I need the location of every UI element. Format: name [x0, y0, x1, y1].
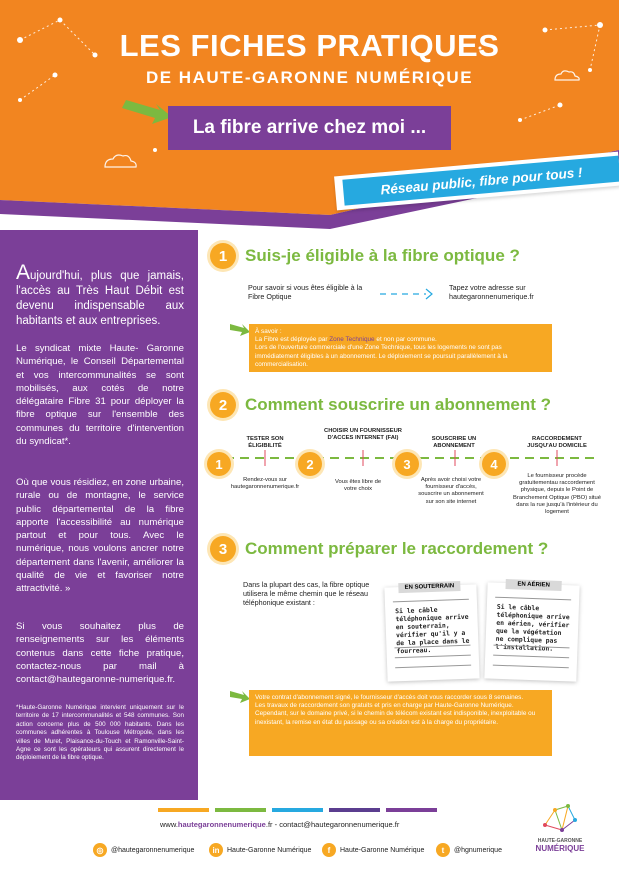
step2-circle: 2	[298, 452, 322, 476]
instagram-handle: @hautegaronnenumerique	[111, 846, 195, 854]
step1-title: TESTER SON ÉLIGIBILITÉ	[246, 436, 284, 450]
twitter-handle: @hgnumerique	[454, 846, 502, 854]
sidebar-paragraph-2: Le syndicat mixte Haute- Garonne Numérique, le Conseil Départemental et vos intercommunalités se sont mobilisés, aux cotés de notre délégataire Fibre 31 pour déployer la fibre optique sur l'ensemble des communes du territoire d'intervention du syndicat*.	[16, 343, 184, 448]
sidebar-footnote: *Haute-Garonne Numérique intervient uniquement sur le territoire de 17 intercommunalités et 548 communes. Son action concerne plus de 500 000 habitants. Dans les communes adhérentes à Toulouse Métropole, dans les villes de Muret, Plaisance-du-Touch et Ramonville-Saint-Agne ce sont les opérateurs qui assurent directement le déploiement de la fibre optique.	[16, 704, 184, 762]
eligibility-arrow	[378, 284, 438, 304]
card-underground	[384, 584, 479, 681]
hgn-logo-icon	[540, 800, 580, 836]
footer-bar-orange	[158, 808, 209, 812]
main-subtitle: DE HAUTE-GARONNE NUMÉRIQUE	[145, 68, 474, 87]
step3-circle: 3	[395, 452, 419, 476]
card-aerial	[484, 582, 579, 681]
step3-title: SOUSCRIRE UN ABONNEMENT	[431, 436, 477, 450]
card-underground-tab: EN SOUTERRAIN	[398, 581, 460, 593]
step2-desc: Vous êtes libre de votre choix	[334, 479, 382, 493]
footer-bar-green	[215, 808, 266, 812]
sidebar-paragraph-4: Si vous souhaitez plus de renseignements sur les éléments contenus dans cette fiche pratique, contactez-nous par mail à contact@hautegaronne-numerique.fr.	[16, 621, 184, 686]
footer-bar-purple	[329, 808, 380, 812]
section1-number: 1	[210, 243, 236, 269]
linkedin-name: Haute-Garonne Numérique	[227, 846, 312, 854]
fibre-banner: La fibre arrive chez moi ...	[168, 106, 451, 150]
card-aerial-text: Si le câble téléphonique arrive en aérien, vérifier que la végétation ne complique pas l'installation.	[495, 602, 570, 654]
info-box-label: À savoir :	[255, 328, 282, 335]
web-suffix: .fr - contact@hautegaronnenumerique.fr	[265, 820, 400, 829]
step2-title: CHOISIR UN FOURNISSEUR D'ACCES INTERNET (FAI)	[324, 428, 402, 442]
facebook-icon: f	[322, 843, 336, 857]
step4-circle: 4	[482, 452, 506, 476]
step4-desc: Le fournisseur procède gratuitementau raccordement physique, depuis le Point de Branchement Optique (PBO) situé dans la rue jusqu'à l'intérieur du logement	[513, 473, 601, 516]
card-aerial-tab: EN AÉRIEN	[505, 579, 561, 591]
instagram-link[interactable]	[93, 843, 194, 857]
footer-bar-violet	[386, 808, 437, 812]
twitter-icon: t	[436, 843, 450, 857]
web-prefix: www.	[160, 820, 178, 829]
sidebar-paragraph-3: Où que vous résidiez, en zone urbaine, rurale ou de montagne, le service public départemental de la fibre apporte l'accessibilité au numérique partout et pour tous. Avec le numérique, nous voulons ancrer notre département dans l'avenir, améliorer la qualité de vie et favoriser notre attractivité. »	[16, 477, 184, 595]
slogan-text: Réseau public, fibre pour tous !	[342, 156, 619, 206]
section3-box-p1: Les travaux de raccordement son gratuits et pris en charge par Haute-Garonne Numérique.	[255, 702, 514, 710]
logo-line1: HAUTE-GARONNE	[537, 838, 583, 844]
sidebar-intro-text: ujourd'hui, plus que jamais, l'accès au Très Haut Débit est devenu indispensable aux habitants et aux entreprises.	[16, 270, 184, 327]
dropcap: A	[16, 261, 31, 284]
eligibility-right-text: Tapez votre adresse sur hautegaronnenumerique.fr	[449, 283, 534, 302]
section3-box-p2: Cependant, sur le domaine privé, si le chemin de télécom existant est indisponible, inexploitable ou inexistant, la remise en état du passage ou sa création est à la charge du propriétaire.	[255, 710, 536, 726]
linkedin-icon: in	[209, 843, 223, 857]
section2-number: 2	[210, 392, 236, 418]
header	[0, 0, 619, 230]
step1-circle: 1	[207, 452, 231, 476]
section3-intro: Dans la plupart des cas, la fibre optique utilisera le même chemin que le réseau téléphonique existant :	[243, 580, 370, 608]
zone-technique-highlight: Zone Technique	[329, 336, 375, 344]
section3-number: 3	[210, 536, 236, 562]
section1-info-box	[249, 324, 552, 372]
facebook-name: Haute-Garonne Numérique	[340, 846, 425, 854]
step3-desc: Après avoir choisi votre fournisseur d'accès, souscrire un abonnement sur son site internet	[418, 477, 484, 505]
sidebar-intro	[16, 261, 184, 329]
section3-title: Comment préparer le raccordement ?	[245, 539, 549, 558]
main-title: LES FICHES PRATIQUES	[119, 28, 500, 63]
section3-box-lead: Votre contrat d'abonnement signé, le fournisseur d'accès doit vous raccorder sous 8 semaines.	[255, 694, 524, 701]
footer-web-contact[interactable]	[160, 820, 399, 829]
twitter-link[interactable]	[436, 843, 502, 857]
step4-title: RACCORDEMENT JUSQU'AU DOMICILE	[527, 436, 587, 450]
logo-line2: NUMÉRIQUE	[535, 844, 585, 853]
web-domain: hautegaronnenumerique	[177, 820, 266, 829]
section1-title: Suis-je éligible à la fibre optique ?	[245, 246, 520, 265]
footer-bar-blue	[272, 808, 323, 812]
step1-desc: Rendez-vous sur hautegaronnenumerique.fr	[230, 477, 300, 491]
info-box-text-c: Lors de l'ouverture commerciale d'une Zone Technique, tous les logements ne sont pas immédiatement éligibles à un abonnement. Le déploiement se poursuit parallèlement à la commercialisation.	[255, 344, 508, 368]
section3-info-box	[249, 690, 552, 756]
info-box-text-a: La Fibre est déployée par	[255, 336, 330, 344]
hgn-logo	[528, 838, 592, 853]
facebook-link[interactable]	[322, 843, 424, 857]
instagram-icon: ◎	[93, 843, 107, 857]
info-box-text-b: et non par commune.	[374, 336, 437, 344]
card-underground-text: Si le câble téléphonique arrive en souterrain, vérifier qu'il y a de la place dans le fourreau.	[395, 605, 470, 656]
info-box-text	[255, 336, 546, 344]
sidebar	[0, 230, 198, 800]
eligibility-left-text: Pour savoir si vous êtes éligible à la Fibre Optique	[248, 283, 363, 302]
linkedin-link[interactable]	[209, 843, 311, 857]
section2-title: Comment souscrire un abonnement ?	[245, 395, 552, 414]
